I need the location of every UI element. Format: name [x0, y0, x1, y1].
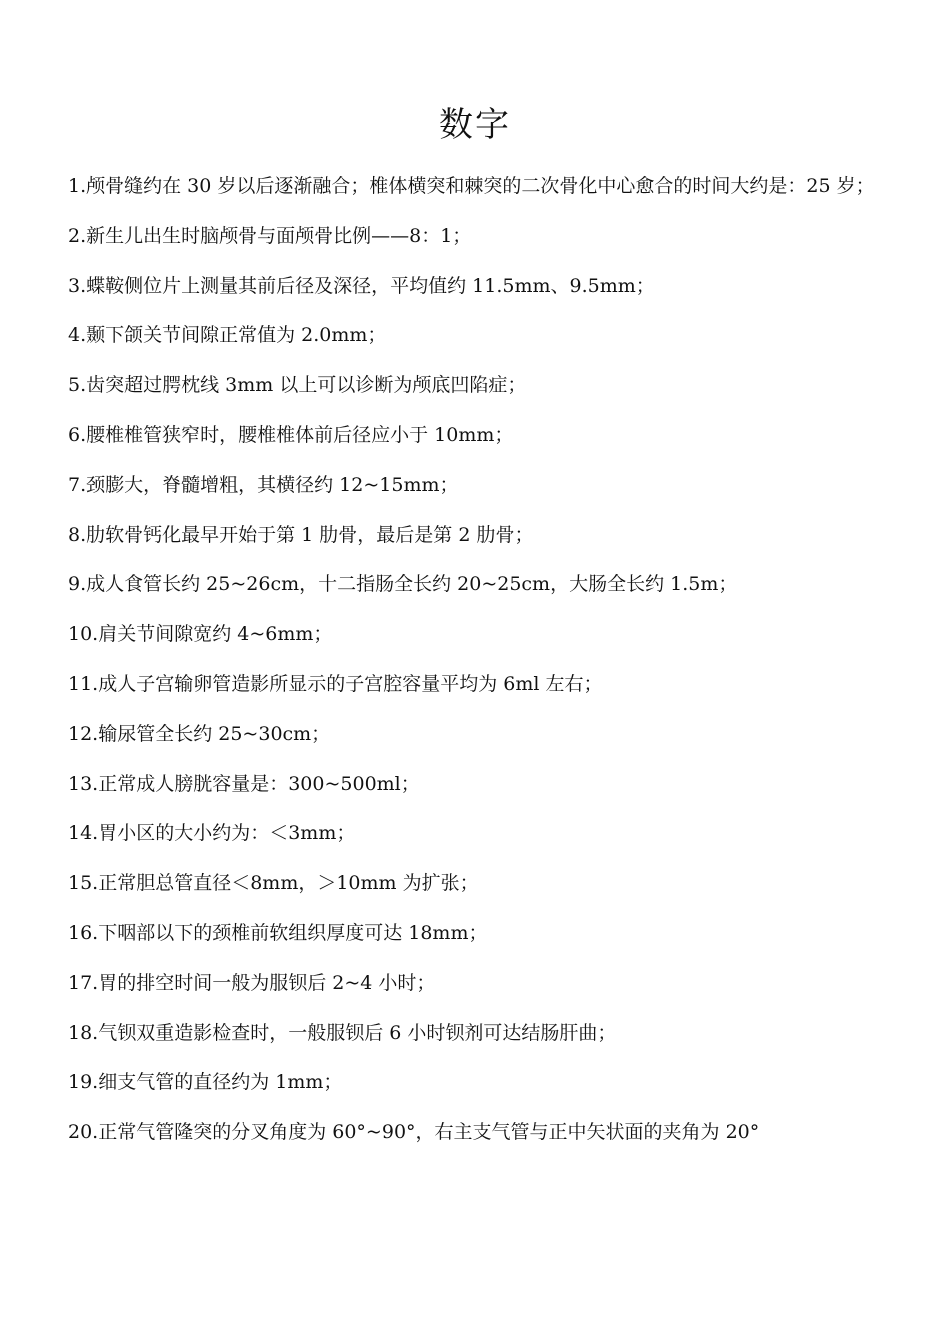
- list-item: 3.蝶鞍侧位片上测量其前后径及深径，平均值约 11.5mm、9.5mm；: [68, 274, 655, 297]
- list-item: 4.颞下颌关节间隙正常值为 2.0mm；: [68, 324, 387, 347]
- list-item: 8.肋软骨钙化最早开始于第 1 肋骨，最后是第 2 肋骨；: [68, 523, 534, 546]
- list-item: 10.肩关节间隙宽约 4~6mm；: [68, 623, 333, 646]
- list-item: 17.胃的排空时间一般为服钡后 2~4 小时；: [68, 971, 436, 994]
- list-item: 12.输尿管全长约 25~30cm；: [68, 722, 331, 745]
- list-item: 11.成人子宫输卵管造影所显示的子宫腔容量平均为 6ml 左右；: [68, 672, 603, 695]
- list-item: 15.正常胆总管直径＜8mm，＞10mm 为扩张；: [68, 872, 479, 895]
- page-title: 数字: [439, 105, 511, 145]
- list-item: 18.气钡双重造影检查时，一般服钡后 6 小时钡剂可达结肠肝曲；: [68, 1021, 617, 1044]
- list-item: 13.正常成人膀胱容量是：300~500ml；: [68, 772, 420, 795]
- list-item: 19.细支气管的直径约为 1mm；: [68, 1071, 343, 1094]
- list-item: 2.新生儿出生时脑颅骨与面颅骨比例——8：1；: [68, 224, 472, 247]
- list-item: 16.下咽部以下的颈椎前软组织厚度可达 18mm；: [68, 921, 488, 944]
- item-list: [68, 162, 888, 1158]
- list-item: 7.颈膨大，脊髓增粗，其横径约 12~15mm；: [68, 473, 459, 496]
- list-item: 6.腰椎椎管狭窄时，腰椎椎体前后径应小于 10mm；: [68, 423, 514, 446]
- list-item: 1.颅骨缝约在 30 岁以后逐渐融合；椎体横突和棘突的二次骨化中心愈合的时间大约是：25 岁；: [68, 175, 875, 197]
- list-item: 5.齿突超过腭枕线 3mm 以上可以诊断为颅底凹陷症；: [68, 374, 527, 397]
- list-item: 9.成人食管长约 25~26cm，十二指肠全长约 20~25cm，大肠全长约 1.5m；: [68, 573, 738, 596]
- list-item: 20.正常气管隆突的分叉角度为 60°~90°，右主支气管与正中矢状面的夹角为 20°: [68, 1121, 760, 1144]
- list-item: 14.胃小区的大小约为：＜3mm；: [68, 822, 356, 845]
